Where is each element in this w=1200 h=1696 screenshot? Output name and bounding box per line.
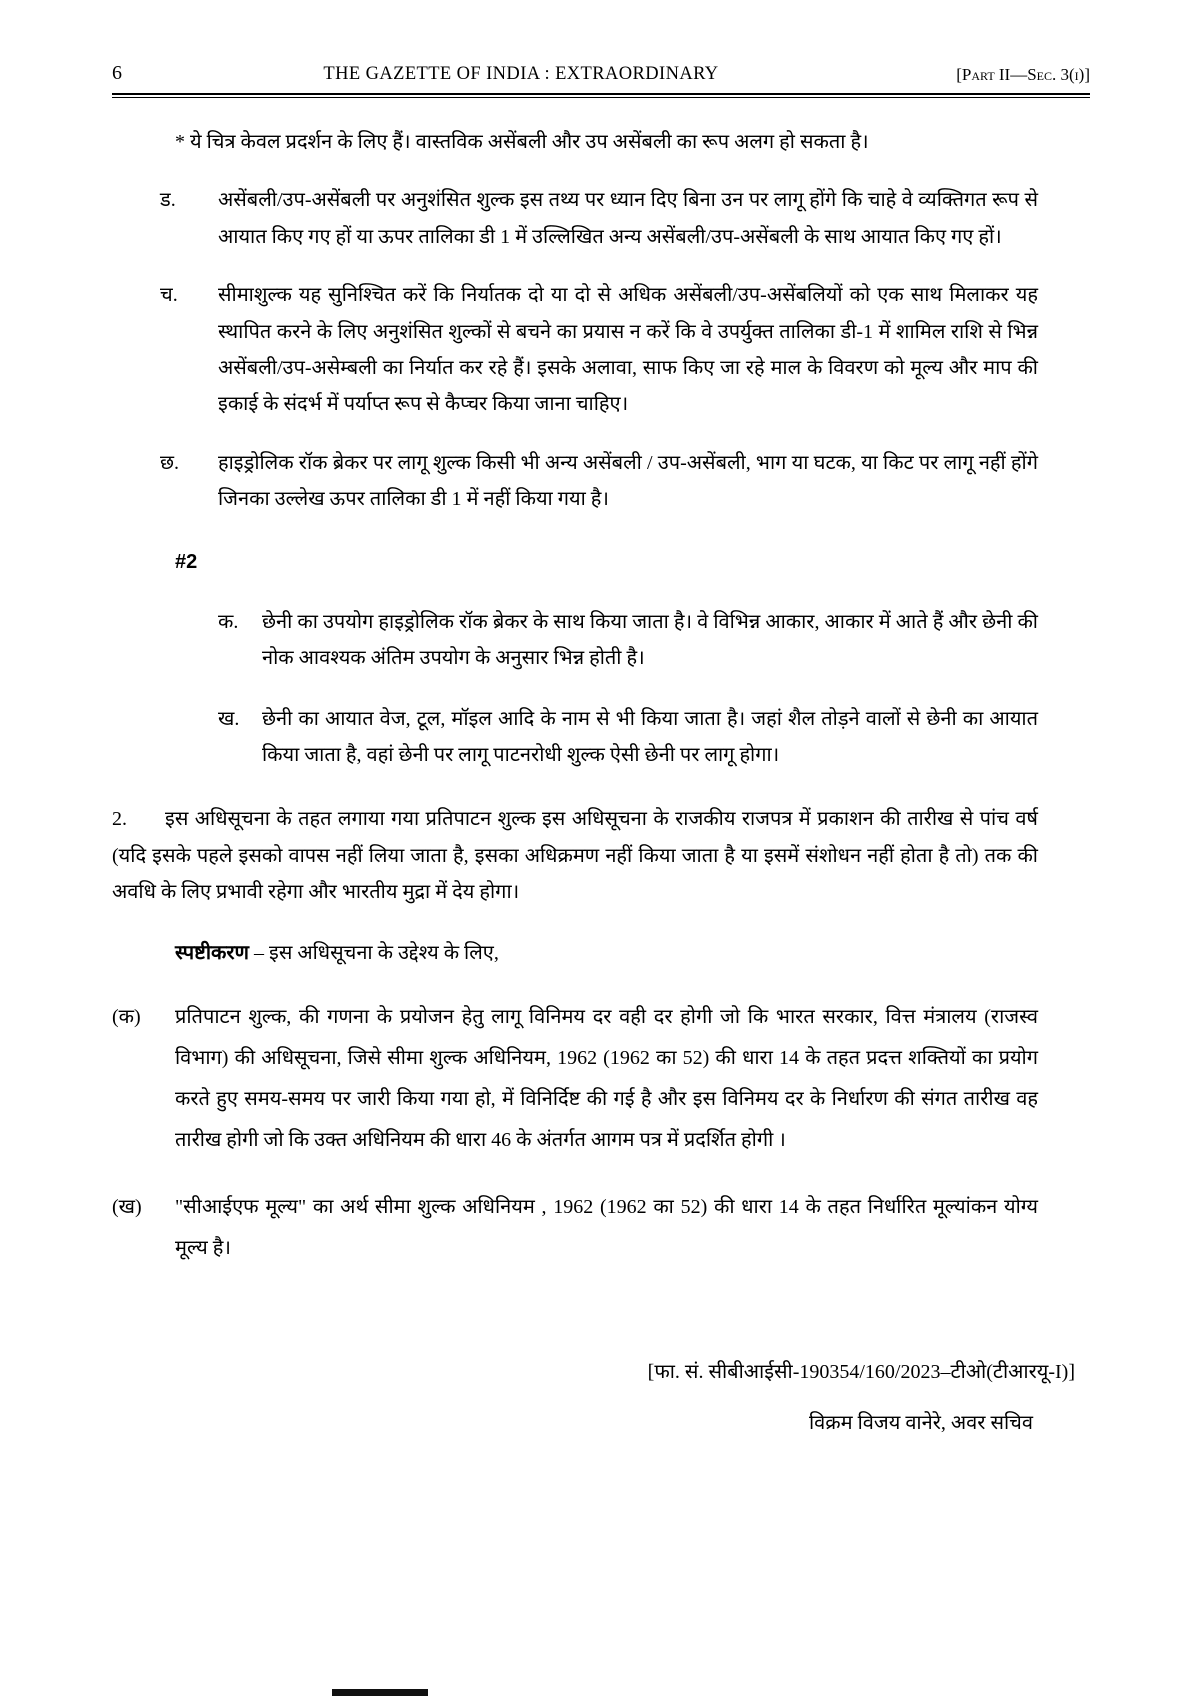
hash2-label: #2 xyxy=(175,550,198,573)
clause-marker: (क) xyxy=(112,1006,141,1029)
page-number: 6 xyxy=(112,62,122,84)
list-marker: च. xyxy=(160,284,178,307)
list-item-chha xyxy=(112,445,1038,518)
paragraph-2 xyxy=(112,801,1038,910)
file-number: [फा. सं. सीबीआईसी-190354/160/2023–टीओ(टीआरयू-I)] xyxy=(647,1361,1075,1384)
sublist-item-ka xyxy=(112,604,1038,677)
part-section-label: [Part II—Sec. 3(i)] xyxy=(956,65,1090,84)
list-marker: ख. xyxy=(218,707,240,730)
signatory-name: विक्रम विजय वानेरे, अवर सचिव xyxy=(808,1412,1033,1435)
paragraph-text: इस अधिसूचना के तहत लगाया गया प्रतिपाटन शुल्क इस अधिसूचना के राजकीय राजपत्र में प्रकाशन की तारीख से पांच वर्ष (यदि इसके पहले इसको वापस नहीं लिया जाता है, इसका अधिक्रमण नहीं किया जाता है या इसमें संशोधन नहीं होता है तो) तक की अवधि के लिए प्रभावी रहेगा और भारतीय मुद्रा में देय होगा। xyxy=(112,808,1038,904)
clause-text: "सीआईएफ मूल्य" का अर्थ सीमा शुल्क अधिनियम , 1962 (1962 का 52) की धारा 14 के तहत निर्धारित मूल्यांकन योग्य मूल्य है। xyxy=(175,1196,1038,1260)
list-marker: क. xyxy=(218,610,239,633)
clause-marker: (ख) xyxy=(112,1196,142,1219)
list-marker: ड. xyxy=(160,189,176,212)
signature-block xyxy=(0,1357,1200,1435)
explanation-line xyxy=(112,935,1038,971)
footer-mark xyxy=(332,1689,428,1696)
list-marker: छ. xyxy=(160,451,180,474)
paragraph-number: 2. xyxy=(112,808,127,831)
list-text: सीमाशुल्क यह सुनिश्चित करें कि निर्यातक दो या दो से अधिक असेंबली/उप-असेंबलियों को एक साथ मिलाकर यह स्थापित करने के लिए अनुशंसित शुल्कों से बचने का प्रयास न करें कि वे उपर्युक्त तालिका डी-1 में शामिल राशि से भिन्न असेंबली/उप-असेम्बली का निर्यात कर रहे हैं। इसके अलावा, साफ किए जा रहे माल के विवरण को मूल्य और माप की इकाई के संदर्भ में पर्याप्त रूप से कैप्चर किया जाना चाहिए। xyxy=(218,284,1038,416)
document-body xyxy=(0,98,1200,1269)
clause-kha xyxy=(112,1187,1038,1269)
explanation-label: स्पष्टीकरण xyxy=(175,941,249,964)
explanation-text: – इस अधिसूचना के उद्देश्य के लिए, xyxy=(249,941,499,964)
display-note: * ये चित्र केवल प्रदर्शन के लिए हैं। वास्तविक असेंबली और उप असेंबली का रूप अलग हो सकता है। xyxy=(175,131,869,153)
clause-text: प्रतिपाटन शुल्क, की गणना के प्रयोजन हेतु लागू विनिमय दर वही दर होगी जो कि भारत सरकार, वित्त मंत्रालय (राजस्व विभाग) की अधिसूचना, जिसे सीमा शुल्क अधिनियम, 1962 (1962 का 52) की धारा 14 के तहत प्रदत्त शक्तियों का प्रयोग करते हुए समय-समय पर जारी किया गया हो, में विनिर्दिष्ट की गई है और इस विनिमय दर के निर्धारण की संगत तारीख वह तारीख होगी जो कि उक्त अधिनियम की धारा 46 के अंतर्गत आगम पत्र में प्रदर्शित होगी । xyxy=(175,1006,1038,1152)
sublist-item-kha xyxy=(112,701,1038,774)
list-item-da xyxy=(112,182,1038,255)
page-header xyxy=(0,0,1200,85)
list-text: छेनी का आयात वेज, टूल, मॉइल आदि के नाम से भी किया जाता है। जहां शैल तोड़ने वालों से छेनी का आयात किया जाता है, वहां छेनी पर लागू पाटनरोधी शुल्क ऐसी छेनी पर लागू होगा। xyxy=(262,707,1038,767)
gazette-title: THE GAZETTE OF INDIA : EXTRAORDINARY xyxy=(323,64,719,84)
list-text: असेंबली/उप-असेंबली पर अनुशंसित शुल्क इस तथ्य पर ध्यान दिए बिना उन पर लागू होंगे कि चाहे वे व्यक्तिगत रूप से आयात किए गए हों या ऊपर तालिका डी 1 में उल्लिखित अन्य असेंबली/उप-असेंबली के साथ आयात किए गए हों। xyxy=(218,189,1038,248)
list-item-cha xyxy=(112,277,1038,423)
list-text: हाइड्रोलिक रॉक ब्रेकर पर लागू शुल्क किसी भी अन्य असेंबली / उप-असेंबली, भाग या घटक, या किट पर लागू नहीं होंगे जिनका उल्लेख ऊपर तालिका डी 1 में नहीं किया गया है। xyxy=(218,451,1038,511)
list-text: छेनी का उपयोग हाइड्रोलिक रॉक ब्रेकर के साथ किया जाता है। वे विभिन्न आकार, आकार में आते हैं और छेनी की नोक आवश्यक अंतिम उपयोग के अनुसार भिन्न होती है। xyxy=(262,610,1038,670)
clause-ka xyxy=(112,997,1038,1161)
